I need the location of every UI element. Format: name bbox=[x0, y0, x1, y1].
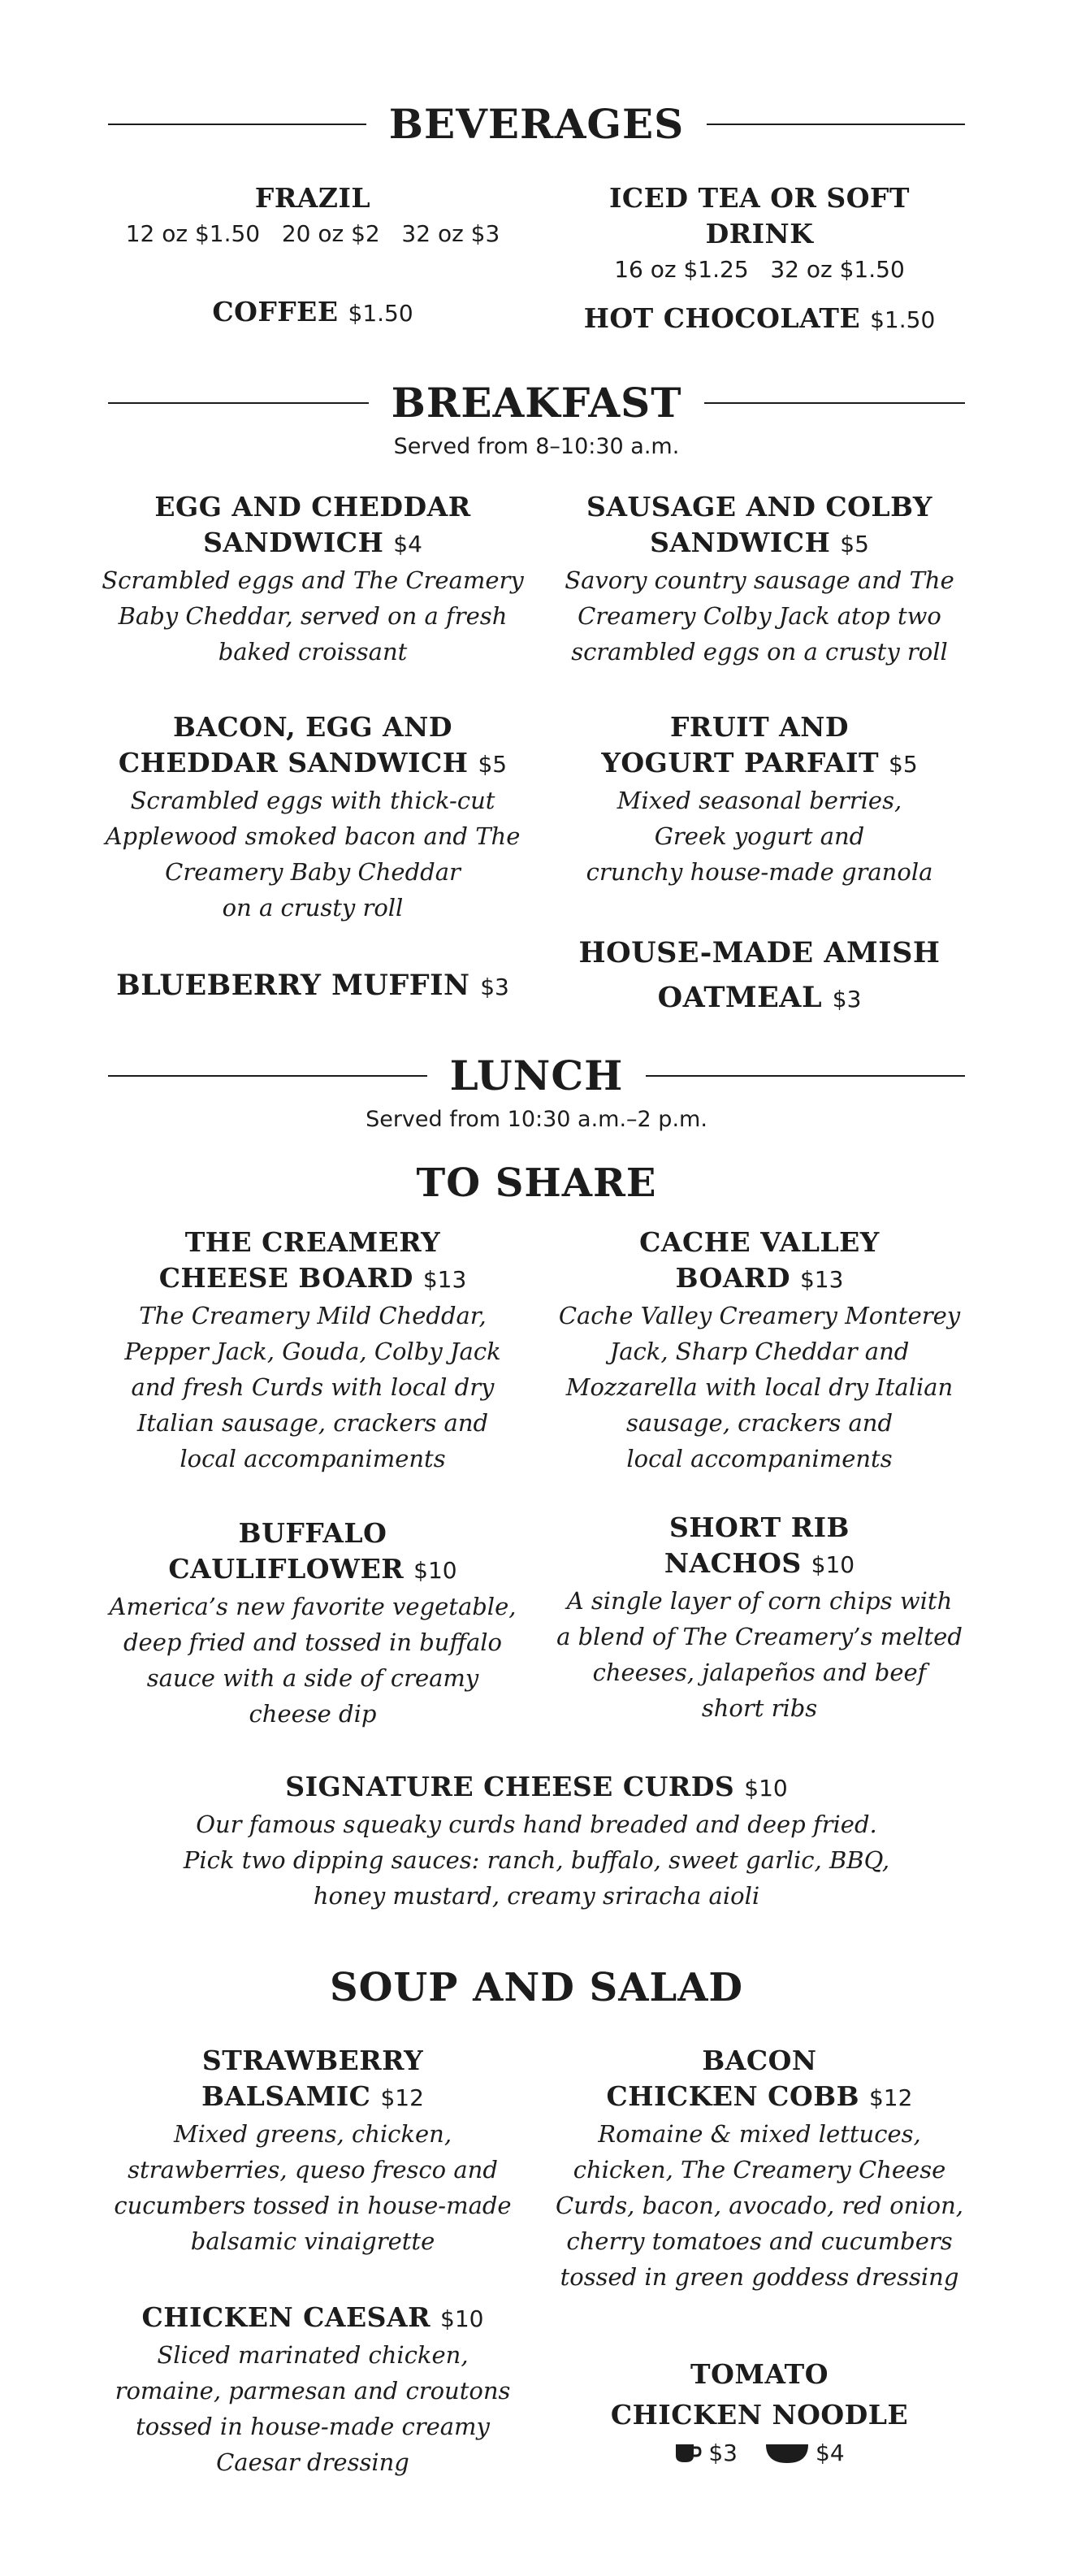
item-description: Scrambled eggs with thick-cut Applewood smoked bacon and The Creamery Baby Cheddar on a crusty roll bbox=[105, 787, 521, 922]
cup-icon bbox=[674, 2443, 702, 2464]
lunch-hours: Served from 10:30 a.m.–2 p.m. bbox=[366, 1107, 707, 1132]
item-name-line2: CHEDDAR SANDWICH bbox=[118, 747, 469, 778]
item-price: $5 bbox=[478, 751, 508, 778]
item-name-line2: SANDWICH bbox=[203, 527, 384, 558]
item-name: FRAZIL bbox=[254, 182, 371, 214]
item-price: $12 bbox=[868, 2084, 913, 2111]
heading-rule-left bbox=[108, 124, 366, 125]
heading-rule-right bbox=[646, 1075, 965, 1077]
beverages-heading bbox=[0, 100, 1073, 148]
item-name-line1: EGG AND CHEDDAR bbox=[154, 491, 471, 523]
item-name: BLUEBERRY MUFFIN bbox=[116, 969, 470, 1002]
menu-item-muffin bbox=[81, 968, 544, 1005]
heading-rule-right bbox=[704, 402, 965, 404]
item-description: Sliced marinated chicken, romaine, parmesan and croutons tossed in house-made creamy Caesar dressing bbox=[115, 2341, 511, 2476]
item-name: ICED TEA OR SOFT DRINK bbox=[609, 182, 910, 249]
item-price: $10 bbox=[440, 2305, 484, 2332]
item-name-line2: CHICKEN COBB bbox=[606, 2080, 859, 2112]
item-price: $5 bbox=[889, 751, 918, 778]
bowl-price: $4 bbox=[816, 2439, 845, 2466]
item-price: $4 bbox=[393, 531, 422, 557]
item-name-line1: BUFFALO bbox=[238, 1517, 387, 1549]
item-price: $10 bbox=[744, 1775, 788, 1802]
item-description: Our famous squeaky curds hand breaded and deep fried. Pick two dipping sauces: ranch, buffalo, sweet garlic, BBQ, honey mustard, creamy sriracha aioli bbox=[183, 1811, 890, 1910]
menu-item-buffalo-cauliflower bbox=[81, 1516, 544, 1732]
item-name-line1: TOMATO bbox=[690, 2358, 829, 2390]
section-title: BREAKFAST bbox=[391, 379, 682, 427]
item-price: $3 bbox=[832, 986, 862, 1013]
heading-rule-left bbox=[108, 1075, 427, 1077]
menu-item-sausage-colby bbox=[528, 489, 991, 670]
menu-item-egg-cheddar bbox=[81, 489, 544, 670]
heading-rule-right bbox=[707, 124, 965, 125]
item-name: SIGNATURE CHEESE CURDS bbox=[285, 1771, 735, 1802]
item-price: $1.50 bbox=[870, 306, 936, 333]
breakfast-hours: Served from 8–10:30 a.m. bbox=[393, 434, 680, 459]
item-name-line1: BACON bbox=[702, 2045, 817, 2076]
cup-price: $3 bbox=[708, 2439, 738, 2466]
item-name-line1: FRUIT AND bbox=[670, 711, 849, 743]
item-description: Cache Valley Creamery Monterey Jack, Sharp Cheddar and Mozzarella with local dry Italian sausage, crackers and local accompaniments bbox=[558, 1302, 961, 1472]
item-name-line2: BALSAMIC bbox=[201, 2080, 371, 2112]
item-description: Mixed seasonal berries, Greek yogurt and crunchy house-made granola bbox=[586, 787, 933, 886]
item-price: $3 bbox=[480, 974, 509, 1000]
item-name-line2: YOGURT PARFAIT bbox=[601, 747, 880, 778]
item-name-line2: BOARD bbox=[675, 1262, 790, 1294]
menu-item-iced-tea bbox=[552, 180, 967, 288]
item-name-line1: CACHE VALLEY bbox=[639, 1226, 880, 1258]
item-name: COFFEE bbox=[212, 296, 339, 327]
section-title: LUNCH bbox=[449, 1052, 624, 1099]
item-price: $10 bbox=[811, 1551, 855, 1578]
item-price: $13 bbox=[799, 1266, 844, 1293]
item-sizes: 12 oz $1.50 20 oz $2 32 oz $3 bbox=[125, 220, 500, 247]
heading-rule-left bbox=[108, 402, 369, 404]
bowl-icon bbox=[765, 2443, 809, 2464]
item-price: $5 bbox=[840, 531, 869, 557]
item-name-line1: STRAWBERRY bbox=[201, 2045, 424, 2076]
item-name-line1: SAUSAGE AND COLBY bbox=[586, 491, 932, 523]
item-name-line2: CHEESE BOARD bbox=[158, 1262, 413, 1294]
soup-prices bbox=[674, 2435, 844, 2471]
item-name-line1: BACON, EGG AND bbox=[173, 711, 452, 743]
item-name-line2: NACHOS bbox=[664, 1547, 802, 1579]
item-description: America’s new favorite vegetable, deep fried and tossed in buffalo sauce with a side of creamy cheese dip bbox=[109, 1593, 517, 1728]
item-description: Mixed greens, chicken, strawberries, queso fresco and cucumbers tossed in house-made balsamic vinaigrette bbox=[114, 2120, 512, 2255]
menu-item-hot-chocolate bbox=[552, 301, 967, 338]
item-name-line2: CHICKEN NOODLE bbox=[610, 2399, 909, 2431]
menu-item-cobb bbox=[528, 2043, 991, 2295]
item-name-line2: OATMEAL bbox=[657, 981, 823, 1014]
menu-item-nachos bbox=[528, 1510, 991, 1726]
soup-salad-title: SOUP AND SALAD bbox=[329, 1965, 744, 2010]
item-description: Savory country sausage and The Creamery Colby Jack atop two scrambled eggs on a crusty roll bbox=[565, 566, 954, 666]
menu-item-caesar bbox=[81, 2300, 544, 2480]
lunch-heading bbox=[0, 1052, 1073, 1099]
item-description: A single layer of corn chips with a blend of The Creamery’s melted cheeses, jalapeños and beef short ribs bbox=[556, 1587, 963, 1722]
menu-item-coffee bbox=[106, 294, 520, 332]
item-price: $13 bbox=[422, 1266, 467, 1293]
menu-item-strawberry-balsamic bbox=[81, 2043, 544, 2259]
breakfast-heading bbox=[0, 379, 1073, 427]
menu-item-bacon-egg bbox=[81, 709, 544, 926]
item-name: CHICKEN CAESAR bbox=[141, 2301, 431, 2333]
item-name-line1: HOUSE-MADE AMISH bbox=[578, 936, 941, 969]
item-name-line2: SANDWICH bbox=[650, 527, 831, 558]
section-title: BEVERAGES bbox=[388, 100, 685, 148]
item-name-line1: SHORT RIB bbox=[669, 1511, 850, 1543]
menu-item-cheese-board bbox=[81, 1225, 544, 1477]
item-price: $10 bbox=[413, 1557, 457, 1584]
to-share-title: TO SHARE bbox=[416, 1160, 657, 1206]
item-name-line2: CAULIFLOWER bbox=[168, 1553, 405, 1585]
item-sizes: 16 oz $1.25 32 oz $1.50 bbox=[614, 256, 905, 283]
item-price: $12 bbox=[380, 2084, 424, 2111]
item-name-line1: THE CREAMERY bbox=[184, 1226, 441, 1258]
menu-item-parfait bbox=[528, 709, 991, 890]
menu-item-cheese-curds bbox=[81, 1769, 992, 1914]
menu-item-oatmeal bbox=[528, 930, 991, 1021]
menu-item-tomato-soup bbox=[528, 2354, 991, 2471]
item-price: $1.50 bbox=[348, 300, 413, 327]
item-description: Scrambled eggs and The Creamery Baby Cheddar, served on a fresh baked croissant bbox=[102, 566, 524, 666]
menu-item-frazil bbox=[106, 180, 520, 252]
item-name: HOT CHOCOLATE bbox=[583, 302, 861, 334]
item-description: The Creamery Mild Cheddar, Pepper Jack, Gouda, Colby Jack and fresh Curds with local dry Italian sausage, crackers and local accompaniments bbox=[124, 1302, 501, 1472]
item-description: Romaine & mixed lettuces, chicken, The Creamery Cheese Curds, bacon, avocado, red onion, cherry tomatoes and cucumbers tossed in green goddess dressing bbox=[556, 2120, 963, 2291]
menu-item-cache-valley bbox=[528, 1225, 991, 1477]
